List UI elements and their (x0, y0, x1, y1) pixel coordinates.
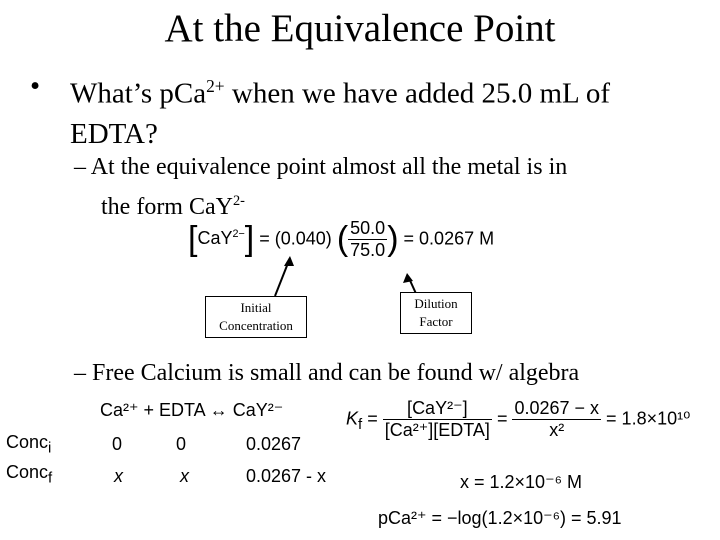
point1-line2: the form CaY$^{2-}$ (101, 193, 245, 220)
sub-bullet-2: – Free Calcium is small and can be found w/ algebra (74, 360, 580, 386)
reaction-line: Ca²⁺ + EDTA ↔ CaY²⁻ (100, 400, 284, 420)
callout-dilution: Dilution Factor (400, 292, 472, 334)
conc-final-label: Conc$_f$ (6, 462, 53, 487)
kf-fraction-1: $\frac{\text{[CaY²⁻]}}{\text{[Ca²⁺][EDTA]}}$ (384, 398, 490, 440)
pca-result: pCa²⁺ = −log(1.2×10⁻⁶) = 5.91 (378, 508, 622, 528)
dash-marker: – (74, 154, 86, 180)
question-line2: EDTA? (70, 117, 158, 150)
point1-line1: At the equivalence point almost all the metal is in (90, 154, 568, 180)
kf-equation: $K_f$ = $\frac{\text{[CaY²⁻]}}{\text{[Ca²⁺][EDTA]}}$ = $\frac{0.0267 - x}{\text{x²}}$ = 1.8×10¹⁰ (346, 398, 691, 440)
question-line1b: when we have added 25.0 mL of (224, 77, 611, 110)
ci-edta: 0 (176, 434, 187, 454)
eq1-equals: = (0.040) (259, 228, 332, 249)
eq1-fraction: $\frac{50.0}{75.0}$ (350, 218, 386, 260)
eq1-result: = 0.0267 M (403, 228, 495, 249)
cf-edta: x (180, 466, 189, 486)
slide-title: At the Equivalence Point (164, 7, 556, 50)
question-sup: 2+ (206, 76, 225, 96)
question-line1: What’s pCa (70, 77, 207, 110)
x-result: x = 1.2×10⁻⁶ M (460, 472, 582, 492)
point2-text: Free Calcium is small and can be found w/ algebra (92, 360, 580, 386)
ci-ca: 0 (112, 434, 123, 454)
concentration-equation: [CaY$^{2-}$] = (0.040) ( $\frac{50.0}{75.0}$ ) = 0.0267 M (188, 218, 495, 260)
conc-initial-label: Conc$_i$ (6, 432, 52, 457)
callout-initial: Initial Concentration (205, 296, 307, 338)
cf-ca: x (114, 466, 123, 486)
ci-cay: 0.0267 (246, 434, 302, 454)
cf-cay: 0.0267 - x (246, 466, 327, 486)
eq1-species: CaY$^{2-}$ (197, 228, 245, 249)
bullet-marker: • (30, 70, 41, 102)
kf-fraction-2: $\frac{0.0267 - x}{\text{x²}}$ (514, 398, 600, 440)
